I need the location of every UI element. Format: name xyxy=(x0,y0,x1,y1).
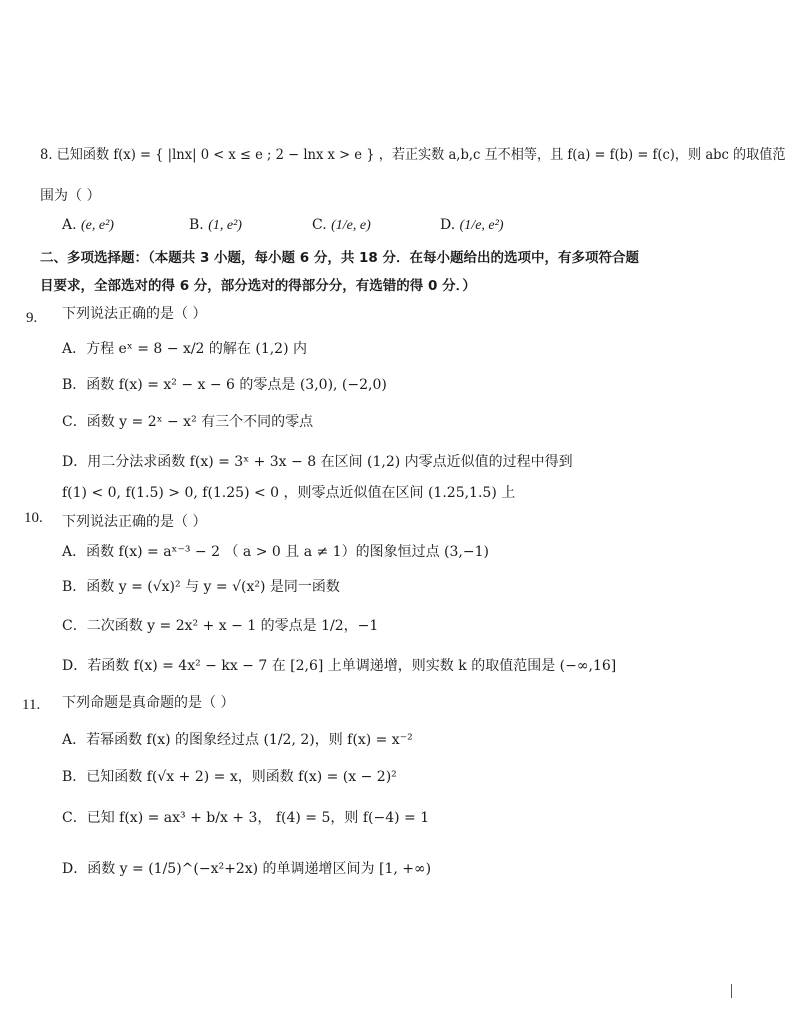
q11-option-d: D．函数 y = (1/5)^(−x²+2x) 的单调递增区间为 [1, +∞) xyxy=(62,861,432,877)
q9-option-c: C．函数 y = 2ˣ − x² 有三个不同的零点 xyxy=(62,414,314,430)
q11-number: 11. xyxy=(22,697,41,713)
q10-option-b: B．函数 y = (√x)² 与 y = √(x²) 是同一函数 xyxy=(62,579,340,595)
q8-option-b-text: (1, e²) xyxy=(208,218,242,233)
q8-stem-line2: 围为（ ） xyxy=(40,188,101,204)
q10-option-d: D．若函数 f(x) = 4x² − kx − 7 在 [2,6] 上单调递增，则实数 k 的取值范围是 (−∞,16] xyxy=(62,658,617,674)
q8-option-d xyxy=(440,217,503,234)
q10-option-a: A．函数 f(x) = aˣ⁻³ − 2 （ a > 0 且 a ≠ 1）的图象恒过点 (3,−1) xyxy=(62,544,489,560)
q8-option-d-label: D. xyxy=(440,217,456,233)
q9-option-a: A．方程 eˣ = 8 − x/2 的解在 (1,2) 内 xyxy=(62,341,308,357)
q8-option-c xyxy=(312,217,371,234)
q9-number: 9. xyxy=(26,310,38,326)
q11-stem: 下列命题是真命题的是（ ） xyxy=(62,695,235,711)
scan-mark xyxy=(731,984,732,998)
q8-option-a-label: A. xyxy=(62,217,77,233)
q8-option-b-label: B. xyxy=(189,217,204,233)
q9-option-d: D．用二分法求函数 f(x) = 3ˣ + 3x − 8 在区间 (1,2) 内零点近似值的过程中得到 xyxy=(62,454,573,470)
q8-option-a-text: (e, e²) xyxy=(81,218,114,233)
q10-number: 10. xyxy=(24,510,43,526)
section2-heading-line1: 二、多项选择题：（本题共 3 小题，每小题 6 分，共 18 分．在每小题给出的选项中，有多项符合题 xyxy=(40,250,640,266)
q9-stem: 下列说法正确的是（ ） xyxy=(62,306,207,322)
q8-option-c-text: (1/e, e) xyxy=(331,218,371,233)
q11-option-c: C．已知 f(x) = ax³ + b/x + 3， f(4) = 5，则 f(−4) = 1 xyxy=(62,810,430,826)
q10-option-c: C．二次函数 y = 2x² + x − 1 的零点是 1/2，−1 xyxy=(62,618,379,634)
q11-option-b: B．已知函数 f(√x + 2) = x，则函数 f(x) = (x − 2)² xyxy=(62,769,397,785)
q8-stem-line1: 8. 已知函数 f(x) = { |lnx| 0 < x ≤ e ; 2 − lnx x > e } ，若正实数 a,b,c 互不相等，且 f(a) = f(b) = f(c)，则 abc 的取值范 xyxy=(40,147,786,163)
q10-stem: 下列说法正确的是（ ） xyxy=(62,514,207,530)
q8-option-b xyxy=(189,217,242,234)
q9-option-b: B．函数 f(x) = x² − x − 6 的零点是 (3,0), (−2,0) xyxy=(62,377,387,393)
q8-option-c-label: C. xyxy=(312,217,327,233)
q8-option-a xyxy=(62,217,114,234)
q9-option-d-cont: f(1) < 0, f(1.5) > 0, f(1.25) < 0 ，则零点近似值在区间 (1.25,1.5) 上 xyxy=(62,485,516,501)
section2-heading-line2: 目要求，全部选对的得 6 分，部分选对的得部分分，有选错的得 0 分．） xyxy=(40,278,476,294)
q8-option-d-text: (1/e, e²) xyxy=(459,218,504,233)
q11-option-a: A．若幂函数 f(x) 的图象经过点 (1/2, 2)，则 f(x) = x⁻² xyxy=(62,732,413,748)
